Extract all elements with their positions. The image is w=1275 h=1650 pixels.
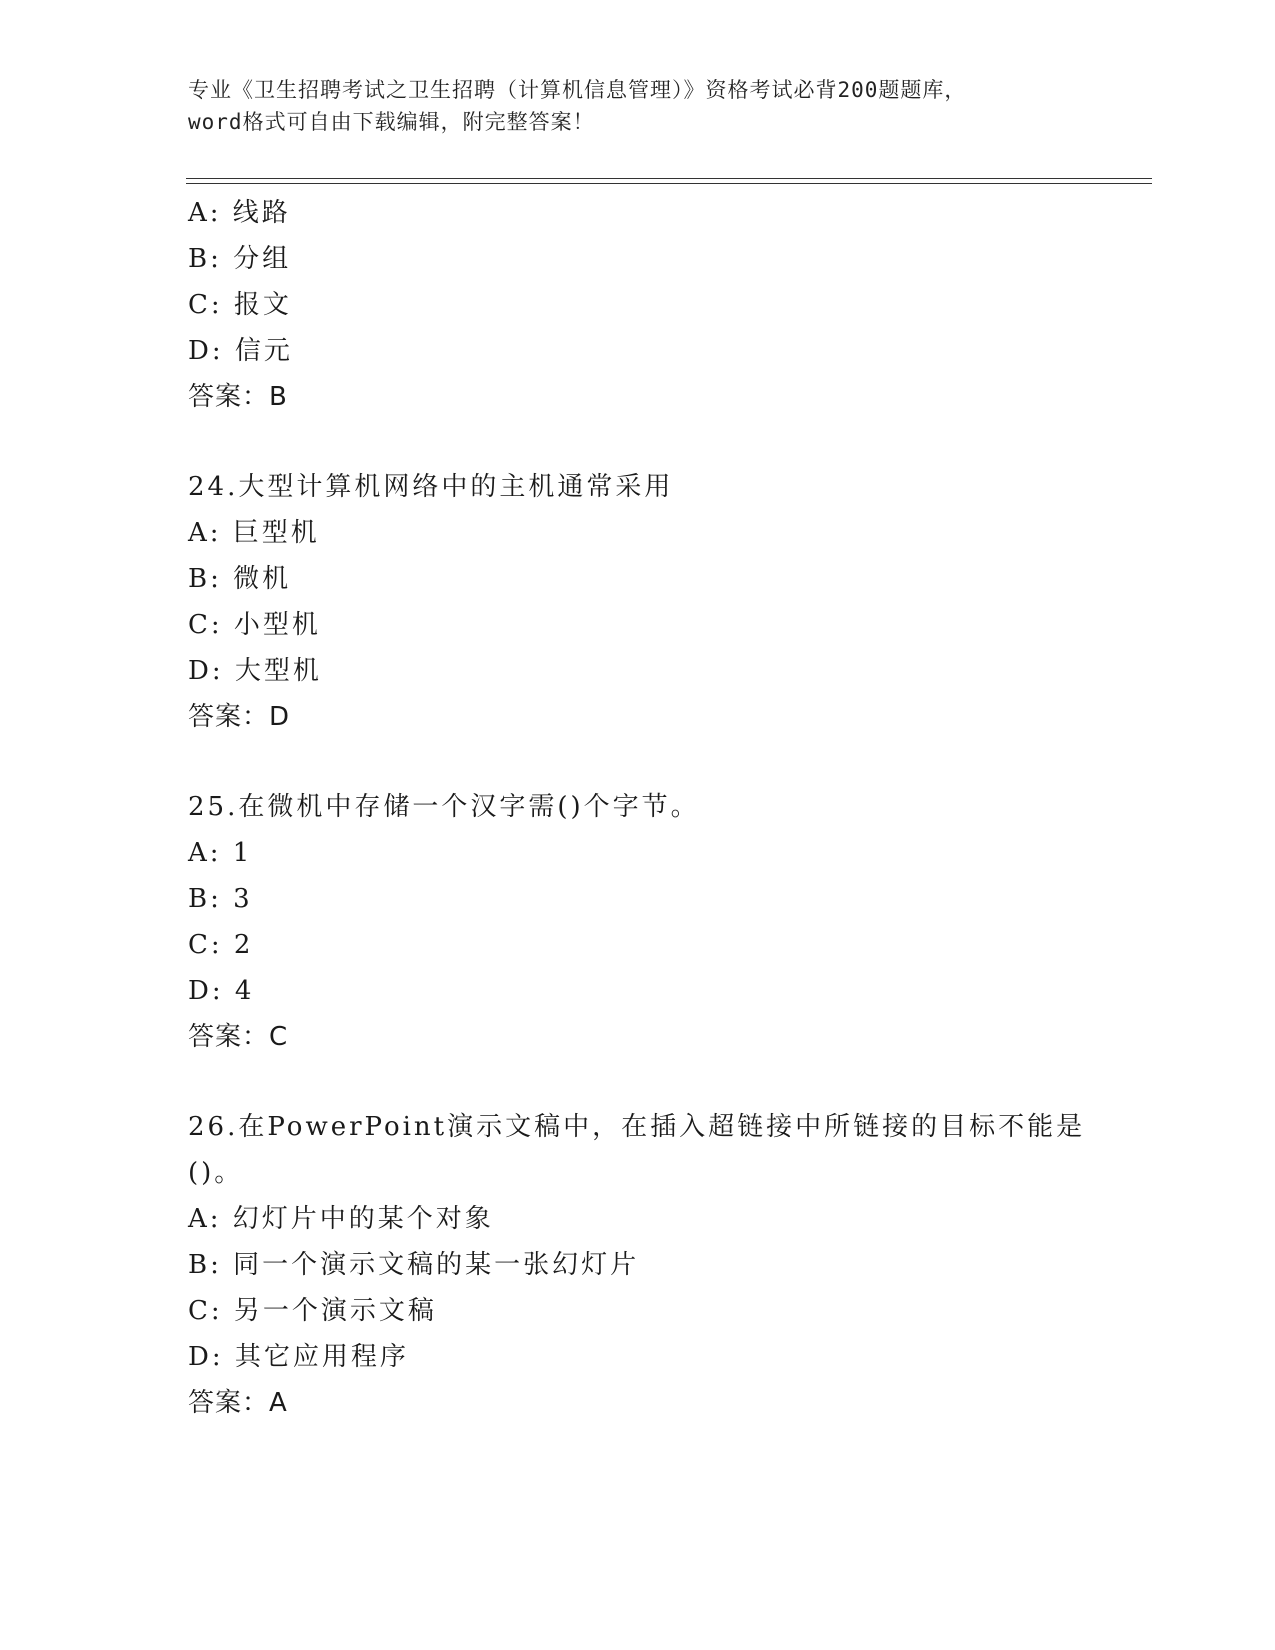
option-b: B: 同一个演示文稿的某一张幻灯片	[188, 1250, 640, 1280]
option-d: D: 其它应用程序	[188, 1342, 409, 1372]
header-line-2: word格式可自由下载编辑，附完整答案！	[188, 110, 595, 134]
option-b: B: 分组	[188, 244, 292, 274]
option-c: C: 另一个演示文稿	[188, 1296, 437, 1326]
option-a: A: 线路	[188, 198, 291, 228]
option-d: D: 信元	[188, 336, 293, 366]
document-header	[188, 74, 1088, 138]
option-a: A: 1	[188, 838, 253, 868]
header-rule-bottom	[186, 183, 1152, 184]
option-c: C: 2	[188, 930, 254, 960]
option-d: D: 4	[188, 976, 255, 1006]
answer: 答案：C	[188, 1022, 289, 1052]
question-text-line-2: ()。	[188, 1158, 244, 1188]
header-rule-top	[186, 178, 1152, 179]
question-26	[188, 1104, 1148, 1426]
option-d: D: 大型机	[188, 656, 322, 686]
question-24	[188, 464, 1148, 740]
question-text: 25.在微机中存储一个汉字需()个字节。	[188, 792, 700, 822]
answer: 答案：D	[188, 702, 291, 732]
option-b: B: 微机	[188, 564, 292, 594]
option-a: A: 幻灯片中的某个对象	[188, 1204, 494, 1234]
question-list	[188, 190, 1148, 1426]
option-b: B: 3	[188, 884, 253, 914]
question-text: 24.大型计算机网络中的主机通常采用	[188, 472, 674, 502]
answer: 答案：A	[188, 1388, 288, 1418]
option-c: C: 小型机	[188, 610, 321, 640]
option-a: A: 巨型机	[188, 518, 320, 548]
question-25	[188, 784, 1148, 1060]
answer: 答案：B	[188, 382, 288, 412]
option-c: C: 报文	[188, 290, 292, 320]
question-23	[188, 190, 1148, 420]
question-text-line-1: 26.在PowerPoint演示文稿中，在插入超链接中所链接的目标不能是	[188, 1112, 1086, 1142]
header-line-1: 专业《卫生招聘考试之卫生招聘（计算机信息管理）》资格考试必背200题题库，	[188, 78, 967, 102]
